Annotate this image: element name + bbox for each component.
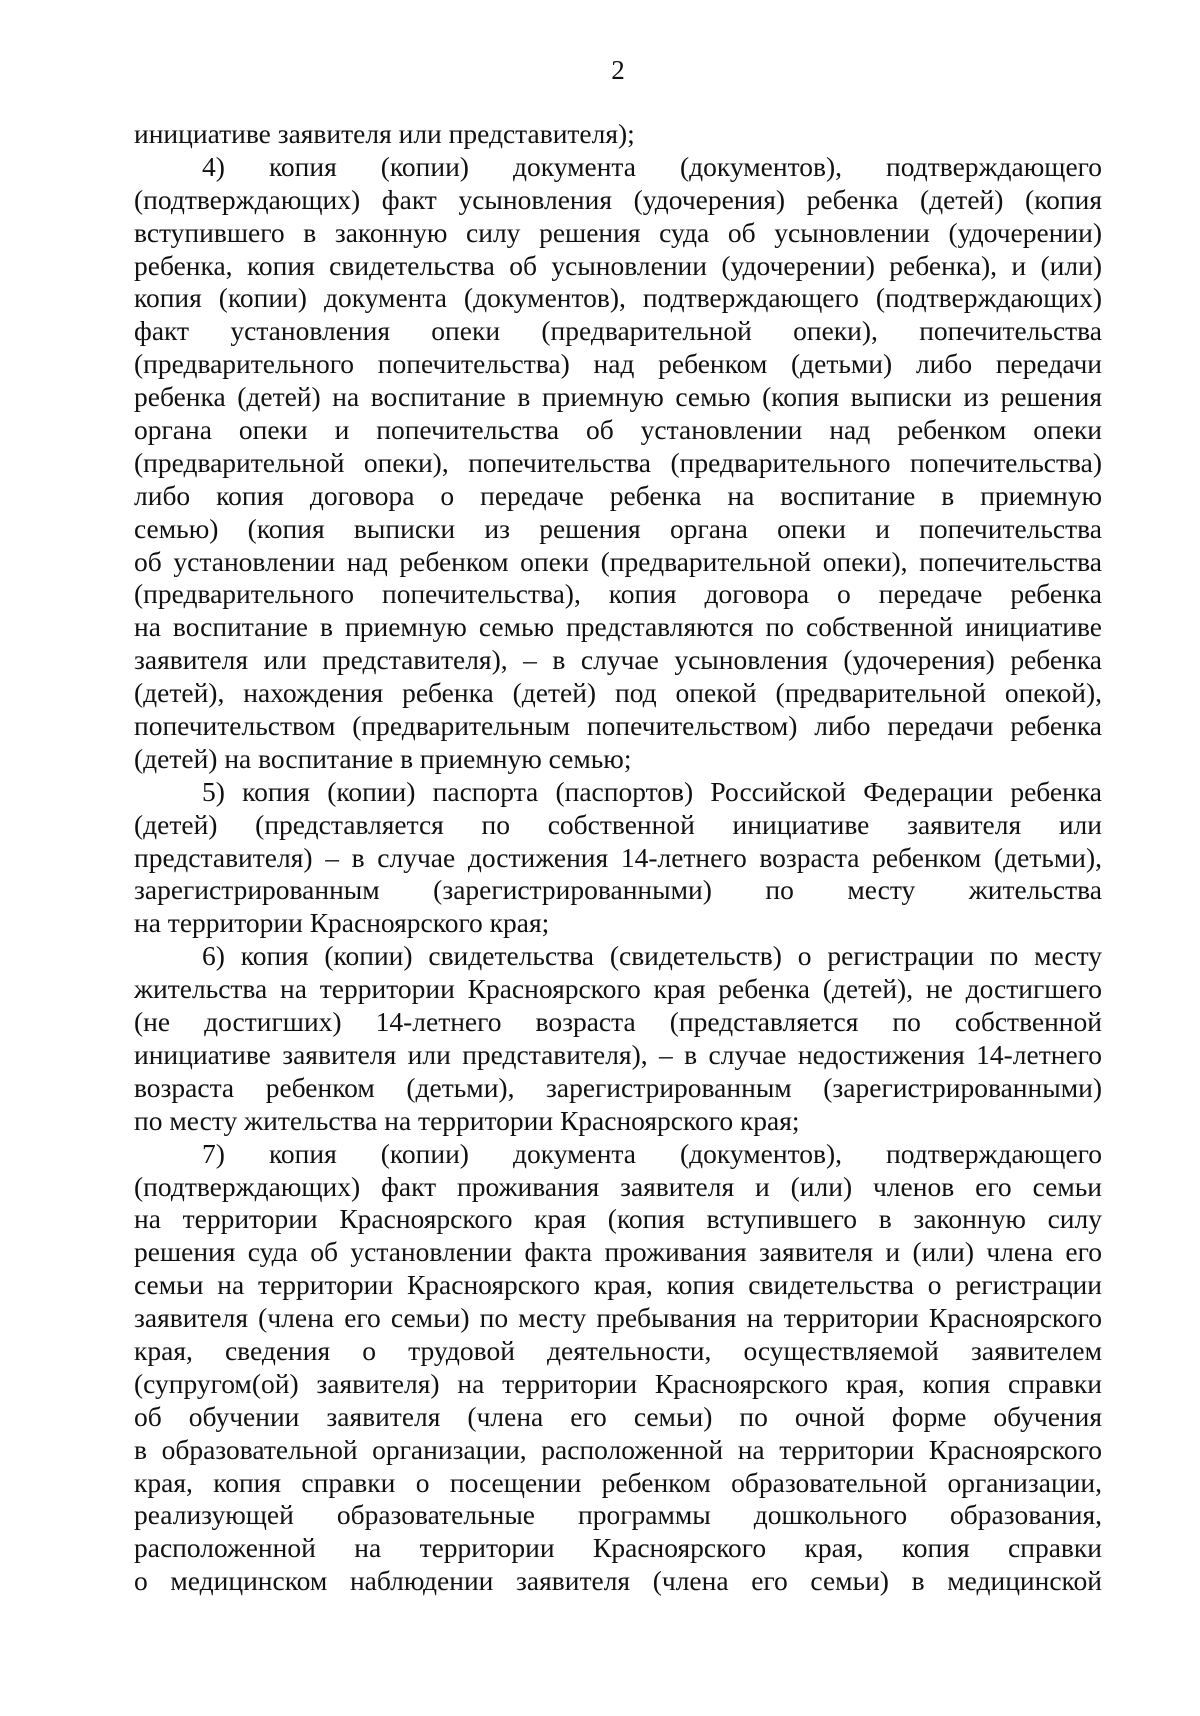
text-line: зарегистрированным (зарегистрированными) по месту жительства <box>134 874 1102 906</box>
text-line: заявителя или представителя), – в случае усыновления (удочерения) ребенка <box>134 644 1102 676</box>
text-line: вступившего в законную силу решения суда об усыновлении (удочерении) <box>134 216 1102 248</box>
text-line: на воспитание в приемную семью представляются по собственной инициативе <box>134 611 1102 643</box>
text-line: 4) копия (копии) документа (документов), подтверждающего <box>202 150 1102 182</box>
text-line: (детей) на воспитание в приемную семью; <box>134 742 632 774</box>
text-line: расположенной на территории Красноярского края, копия справки <box>134 1532 1102 1564</box>
text-line: края, копия справки о посещении ребенком образовательной организации, <box>134 1466 1102 1498</box>
text-line: факт установления опеки (предварительной опеки), попечительства <box>134 315 1102 347</box>
text-line: 5) копия (копии) паспорта (паспортов) Российской Федерации ребенка <box>202 775 1102 807</box>
text-line: решения суда об установлении факта проживания заявителя и (или) члена его <box>134 1236 1102 1268</box>
text-line: семью) (копия выписки из решения органа опеки и попечительства <box>134 512 1102 544</box>
text-line: (предварительной опеки), попечительства (предварительного попечительства) <box>134 446 1102 478</box>
text-line: (супругом(ой) заявителя) на территории Красноярского края, копия справки <box>134 1367 1102 1399</box>
text-line: попечительством (предварительным попечительством) либо передачи ребенка <box>134 710 1102 742</box>
text-line: представителя) – в случае достижения 14-летнего возраста ребенком (детьми), <box>134 841 1102 873</box>
text-line: органа опеки и попечительства об установлении над ребенком опеки <box>134 414 1102 446</box>
text-line: реализующей образовательные программы дошкольного образования, <box>134 1499 1102 1531</box>
text-line: (подтверждающих) факт усыновления (удочерения) ребенка (детей) (копия <box>134 183 1102 215</box>
text-line: об обучении заявителя (члена его семьи) по очной форме обучения <box>134 1400 1102 1432</box>
document-body <box>134 118 1102 1598</box>
text-line: (детей), нахождения ребенка (детей) под опекой (предварительной опекой), <box>134 677 1102 709</box>
text-line: в образовательной организации, расположенной на территории Красноярского <box>134 1433 1102 1465</box>
text-line: инициативе заявителя или представителя), – в случае недостижения 14-летнего <box>134 1038 1102 1070</box>
text-line: (предварительного попечительства) над ребенком (детьми) либо передачи <box>134 348 1102 380</box>
text-line: (детей) (представляется по собственной инициативе заявителя или <box>134 808 1102 840</box>
page-number: 2 <box>611 55 625 85</box>
text-line: на территории Красноярского края; <box>134 907 550 939</box>
text-line: (подтверждающих) факт проживания заявителя и (или) членов его семьи <box>134 1170 1102 1202</box>
text-line: инициативе заявителя или представителя); <box>134 118 635 149</box>
text-line: 6) копия (копии) свидетельства (свидетельств) о регистрации по месту <box>202 940 1102 972</box>
text-line: (не достигших) 14-летнего возраста (представляется по собственной <box>134 1006 1102 1038</box>
text-line: либо копия договора о передаче ребенка на воспитание в приемную <box>134 479 1102 511</box>
text-line: об установлении над ребенком опеки (предварительной опеки), попечительства <box>134 545 1102 577</box>
text-line: о медицинском наблюдении заявителя (члена его семьи) в медицинской <box>134 1565 1102 1597</box>
text-line: ребенка (детей) на воспитание в приемную семью (копия выписки из решения <box>134 381 1102 413</box>
text-line: копия (копии) документа (документов), подтверждающего (подтверждающих) <box>134 282 1102 314</box>
text-line: возраста ребенком (детьми), зарегистрированным (зарегистрированными) <box>134 1071 1102 1103</box>
text-line: жительства на территории Красноярского края ребенка (детей), не достигшего <box>134 973 1102 1005</box>
text-line: по месту жительства на территории Красноярского края; <box>134 1104 800 1136</box>
text-line: на территории Красноярского края (копия вступившего в законную силу <box>134 1203 1102 1235</box>
text-line: семьи на территории Красноярского края, копия свидетельства о регистрации <box>134 1269 1102 1301</box>
text-line: (предварительного попечительства), копия договора о передаче ребенка <box>134 578 1102 610</box>
text-line: ребенка, копия свидетельства об усыновлении (удочерении) ребенка), и (или) <box>134 249 1102 281</box>
text-line: заявителя (члена его семьи) по месту пребывания на территории Красноярского <box>134 1302 1102 1334</box>
text-line: 7) копия (копии) документа (документов), подтверждающего <box>202 1137 1102 1169</box>
text-line: края, сведения о трудовой деятельности, осуществляемой заявителем <box>134 1334 1102 1366</box>
